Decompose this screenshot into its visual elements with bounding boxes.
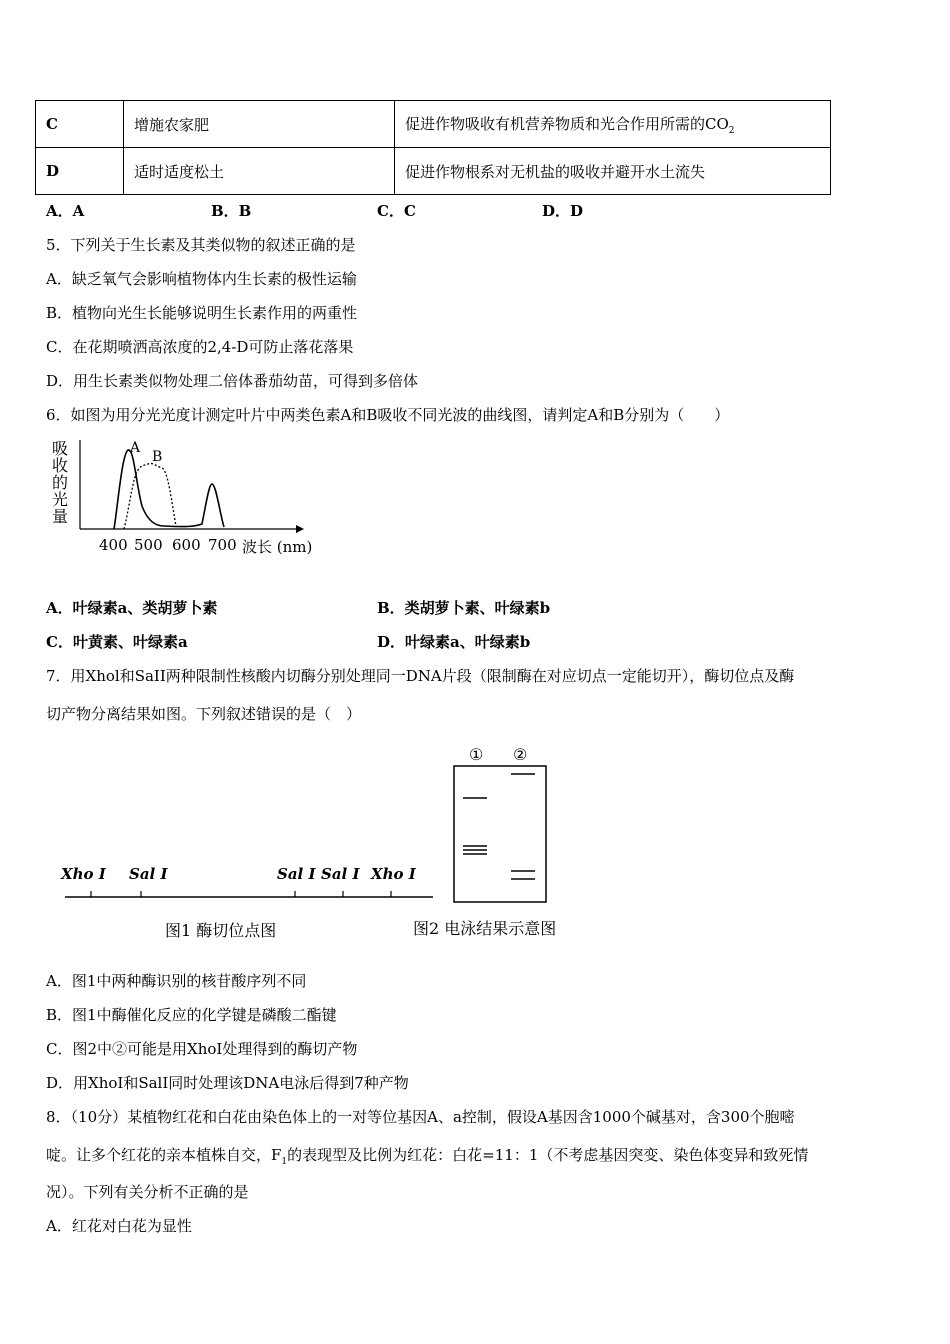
site-label-xho1: Xho I bbox=[61, 865, 106, 883]
q8-line3: 况）。下列有关分析不正确的是 bbox=[46, 1183, 249, 1201]
x-axis-arrow bbox=[296, 525, 304, 533]
row-label: D bbox=[36, 148, 124, 195]
q6-stem: 6．如图为用分光光度计测定叶片中两类色素A和B吸收不同光波的曲线图，请判定A和B分别为（ ） bbox=[46, 406, 730, 424]
q5-stem: 5．下列关于生长素及其类似物的叙述正确的是 bbox=[46, 236, 356, 254]
x-axis-label: 波长 (nm) bbox=[242, 538, 313, 556]
figure1-restriction-map bbox=[60, 865, 433, 940]
q6-option-a: A．叶绿素a、类胡萝卜素 bbox=[46, 599, 218, 617]
q7-option-a: A．图1中两种酶识别的核苷酸序列不同 bbox=[46, 972, 307, 990]
q4-option-a: A．A bbox=[46, 202, 85, 220]
q6-option-b: B．类胡萝卜素、叶绿素b bbox=[377, 599, 551, 617]
q5-option-c: C．在花期喷洒高浓度的2,4-D可防止落花落果 bbox=[46, 338, 354, 356]
ylabel-char: 收 bbox=[52, 456, 69, 475]
row-measure: 增施农家肥 bbox=[124, 101, 395, 148]
q8-line1: 8．（10分）某植物红花和白花由染色体上的一对等位基因A、a控制，假设A基因含1000个碱基对，含300个胞嘧 bbox=[46, 1108, 795, 1126]
q4-option-c: C．C bbox=[377, 202, 416, 220]
lane-label-2: ② bbox=[513, 745, 528, 764]
table-row bbox=[36, 101, 831, 148]
x-tick-label: 400 bbox=[99, 536, 128, 554]
q7-option-d: D．用XhoI和SalI同时处理该DNA电泳后得到7种产物 bbox=[46, 1074, 409, 1092]
curve-b-label: B bbox=[152, 449, 163, 465]
q5-option-a: A．缺乏氧气会影响植物体内生长素的极性运输 bbox=[46, 270, 357, 288]
row-label: C bbox=[36, 101, 124, 148]
q8-option-a: A．红花对白花为显性 bbox=[46, 1217, 192, 1235]
q6-option-d: D．叶绿素a、叶绿素b bbox=[377, 633, 531, 651]
q8-line2: 啶。让多个红花的亲本植株自交，$F_1$的表现型及比例为红花：白花=11：1（不考虑基因突变、染色体变异和致死情 bbox=[46, 1146, 809, 1167]
site-label-xho2: Xho I bbox=[371, 865, 416, 883]
lane-label-1: ① bbox=[469, 745, 484, 764]
site-label-sal3: Sal I bbox=[321, 865, 360, 883]
restriction-figures bbox=[55, 740, 595, 950]
x-tick-label: 500 bbox=[134, 536, 163, 554]
absorption-spectrum-figure bbox=[44, 434, 334, 564]
q7-option-b: B．图1中酶催化反应的化学键是磷酸二酯键 bbox=[46, 1006, 337, 1024]
ylabel-char: 吸 bbox=[52, 439, 69, 458]
q7-option-c: C．图2中②可能是用XhoI处理得到的酶切产物 bbox=[46, 1040, 358, 1058]
curve-a-label: A bbox=[130, 440, 141, 456]
ylabel-char: 光 bbox=[52, 490, 69, 509]
x-tick-label: 600 bbox=[172, 536, 201, 554]
curve-a bbox=[114, 450, 224, 529]
x-tick-label: 700 bbox=[208, 536, 237, 554]
q4-option-d: D．D bbox=[542, 202, 584, 220]
ylabel-char: 的 bbox=[52, 473, 69, 492]
table-row bbox=[36, 148, 831, 195]
figure1-caption: 图1 酶切位点图 bbox=[165, 921, 277, 940]
row-purpose: 促进作物根系对无机盐的吸收并避开水土流失 bbox=[395, 148, 831, 195]
figure2-caption: 图2 电泳结果示意图 bbox=[413, 919, 557, 938]
q7-stem-line2: 切产物分离结果如图。下列叙述错误的是（ ） bbox=[46, 705, 362, 723]
site-label-sal2: Sal I bbox=[277, 865, 316, 883]
row-purpose: 促进作物吸收有机营养物质和光合作用所需的$CO_2$ bbox=[395, 101, 831, 148]
q5-option-b: B．植物向光生长能够说明生长素作用的两重性 bbox=[46, 304, 358, 322]
q5-option-d: D．用生长素类似物处理二倍体番茄幼苗，可得到多倍体 bbox=[46, 372, 419, 390]
figure2-gel bbox=[413, 745, 556, 938]
row-measure: 适时适度松土 bbox=[124, 148, 395, 195]
ylabel-char: 量 bbox=[52, 507, 69, 526]
site-label-sal1: Sal I bbox=[129, 865, 168, 883]
options-table bbox=[35, 100, 831, 195]
gel-box bbox=[454, 766, 546, 902]
q4-option-b: B．B bbox=[211, 202, 252, 220]
q6-option-c: C．叶黄素、叶绿素a bbox=[46, 633, 188, 651]
q7-stem-line1: 7．用Xhol和SaII两种限制性核酸内切酶分别处理同一DNA片段（限制酶在对应切点一定能切开），酶切位点及酶 bbox=[46, 667, 795, 685]
